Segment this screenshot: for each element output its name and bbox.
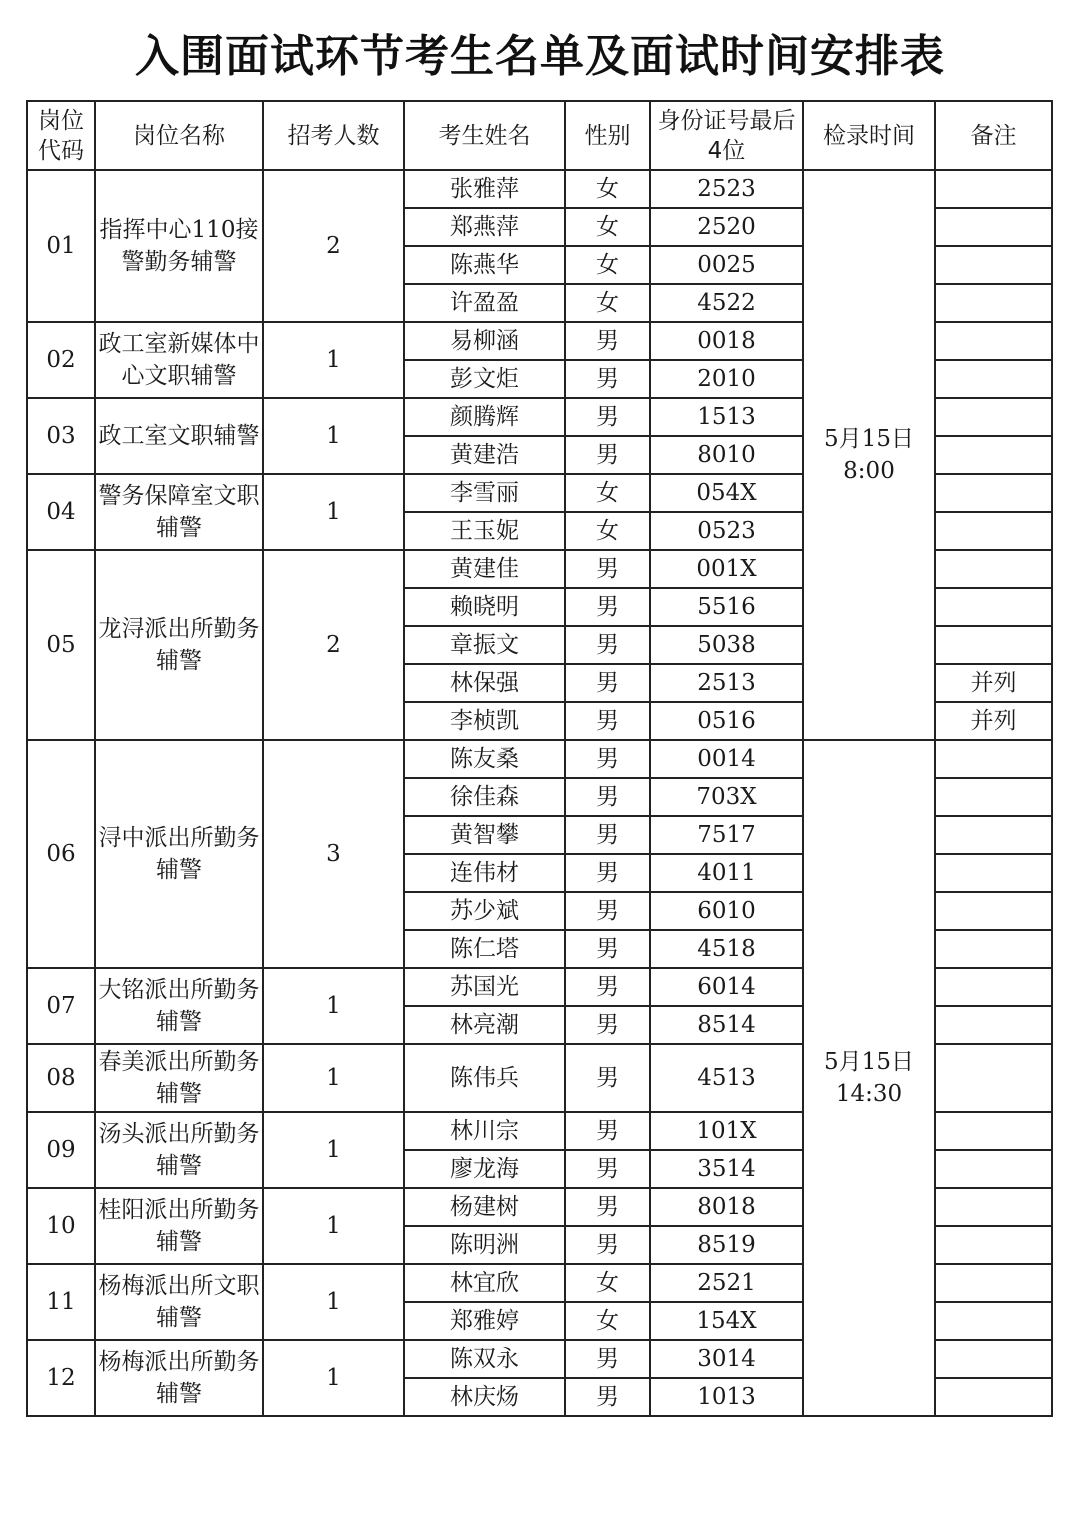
remark-cell xyxy=(935,550,1052,588)
remark-cell xyxy=(935,170,1052,208)
candidate-name-cell: 林庆炀 xyxy=(404,1378,565,1416)
gender-cell: 男 xyxy=(565,588,650,626)
candidate-name-cell: 颜腾辉 xyxy=(404,398,565,436)
position-name-cell: 浔中派出所勤务辅警 xyxy=(95,740,263,968)
candidate-name-cell: 陈燕华 xyxy=(404,246,565,284)
quota-cell: 1 xyxy=(263,398,404,474)
remark-cell xyxy=(935,284,1052,322)
candidate-name-cell: 郑雅婷 xyxy=(404,1302,565,1340)
position-code-cell: 01 xyxy=(27,170,95,322)
candidate-table xyxy=(26,100,1053,1417)
gender-cell: 男 xyxy=(565,626,650,664)
check-in-date: 5月15日 xyxy=(824,426,914,452)
id-last4-cell: 2010 xyxy=(650,360,803,398)
gender-cell: 女 xyxy=(565,170,650,208)
id-last4-cell: 4522 xyxy=(650,284,803,322)
gender-cell: 女 xyxy=(565,512,650,550)
check-in-time-cell xyxy=(803,740,935,1416)
gender-cell: 男 xyxy=(565,816,650,854)
gender-cell: 女 xyxy=(565,284,650,322)
position-code-cell: 02 xyxy=(27,322,95,398)
remark-cell xyxy=(935,474,1052,512)
gender-cell: 女 xyxy=(565,1264,650,1302)
id-last4-cell: 054X xyxy=(650,474,803,512)
candidate-name-cell: 彭文炬 xyxy=(404,360,565,398)
remark-cell xyxy=(935,360,1052,398)
gender-cell: 男 xyxy=(565,550,650,588)
position-code-cell: 07 xyxy=(27,968,95,1044)
gender-cell: 男 xyxy=(565,398,650,436)
position-name-cell: 龙浔派出所勤务辅警 xyxy=(95,550,263,740)
gender-cell: 男 xyxy=(565,892,650,930)
id-last4-cell: 4513 xyxy=(650,1044,803,1112)
gender-cell: 男 xyxy=(565,1006,650,1044)
position-name-cell: 政工室文职辅警 xyxy=(95,398,263,474)
position-code-cell: 06 xyxy=(27,740,95,968)
remark-cell xyxy=(935,968,1052,1006)
remark-cell xyxy=(935,1006,1052,1044)
position-name-cell: 警务保障室文职辅警 xyxy=(95,474,263,550)
gender-cell: 男 xyxy=(565,664,650,702)
header-id-last4: 身份证号最后4位 xyxy=(650,101,803,170)
remark-cell xyxy=(935,588,1052,626)
candidate-name-cell: 赖晓明 xyxy=(404,588,565,626)
id-last4-cell: 4518 xyxy=(650,930,803,968)
remark-cell xyxy=(935,398,1052,436)
table-row xyxy=(27,740,1052,778)
quota-cell: 2 xyxy=(263,170,404,322)
gender-cell: 男 xyxy=(565,1378,650,1416)
remark-cell xyxy=(935,892,1052,930)
id-last4-cell: 5038 xyxy=(650,626,803,664)
quota-cell: 1 xyxy=(263,1188,404,1264)
gender-cell: 男 xyxy=(565,1150,650,1188)
id-last4-cell: 8018 xyxy=(650,1188,803,1226)
id-last4-cell: 2523 xyxy=(650,170,803,208)
id-last4-cell: 8519 xyxy=(650,1226,803,1264)
gender-cell: 男 xyxy=(565,968,650,1006)
gender-cell: 男 xyxy=(565,1188,650,1226)
position-name-cell: 大铭派出所勤务辅警 xyxy=(95,968,263,1044)
position-code-cell: 11 xyxy=(27,1264,95,1340)
id-last4-cell: 6014 xyxy=(650,968,803,1006)
id-last4-cell: 0523 xyxy=(650,512,803,550)
header-quota: 招考人数 xyxy=(263,101,404,170)
id-last4-cell: 0014 xyxy=(650,740,803,778)
remark-cell: 并列 xyxy=(935,702,1052,740)
id-last4-cell: 3014 xyxy=(650,1340,803,1378)
id-last4-cell: 8514 xyxy=(650,1006,803,1044)
id-last4-cell: 8010 xyxy=(650,436,803,474)
gender-cell: 女 xyxy=(565,246,650,284)
candidate-name-cell: 王玉妮 xyxy=(404,512,565,550)
position-name-cell: 指挥中心110接警勤务辅警 xyxy=(95,170,263,322)
header-position-name: 岗位名称 xyxy=(95,101,263,170)
candidate-name-cell: 黄建浩 xyxy=(404,436,565,474)
header-remark: 备注 xyxy=(935,101,1052,170)
id-last4-cell: 0025 xyxy=(650,246,803,284)
quota-cell: 1 xyxy=(263,1340,404,1416)
gender-cell: 女 xyxy=(565,208,650,246)
candidate-name-cell: 陈双永 xyxy=(404,1340,565,1378)
check-in-hour: 8:00 xyxy=(843,458,895,484)
quota-cell: 3 xyxy=(263,740,404,968)
quota-cell: 1 xyxy=(263,1264,404,1340)
remark-cell xyxy=(935,778,1052,816)
page-title: 入围面试环节考生名单及面试时间安排表 xyxy=(135,31,945,82)
candidate-name-cell: 陈伟兵 xyxy=(404,1044,565,1112)
id-last4-cell: 4011 xyxy=(650,854,803,892)
gender-cell: 男 xyxy=(565,1226,650,1264)
candidate-name-cell: 陈仁塔 xyxy=(404,930,565,968)
remark-cell xyxy=(935,816,1052,854)
id-last4-cell: 1013 xyxy=(650,1378,803,1416)
quota-cell: 1 xyxy=(263,968,404,1044)
position-code-cell: 04 xyxy=(27,474,95,550)
candidate-name-cell: 林宜欣 xyxy=(404,1264,565,1302)
remark-cell xyxy=(935,246,1052,284)
candidate-name-cell: 易柳涵 xyxy=(404,322,565,360)
candidate-name-cell: 林亮潮 xyxy=(404,1006,565,1044)
remark-cell: 并列 xyxy=(935,664,1052,702)
id-last4-cell: 3514 xyxy=(650,1150,803,1188)
table-row xyxy=(27,170,1052,208)
candidate-name-cell: 李桢凯 xyxy=(404,702,565,740)
remark-cell xyxy=(935,1112,1052,1150)
check-in-date: 5月15日 xyxy=(824,1049,914,1075)
remark-cell xyxy=(935,1340,1052,1378)
id-last4-cell: 2520 xyxy=(650,208,803,246)
candidate-name-cell: 廖龙海 xyxy=(404,1150,565,1188)
check-in-hour: 14:30 xyxy=(835,1081,903,1107)
position-name-cell: 政工室新媒体中心文职辅警 xyxy=(95,322,263,398)
gender-cell: 女 xyxy=(565,1302,650,1340)
check-in-time-cell xyxy=(803,170,935,740)
id-last4-cell: 101X xyxy=(650,1112,803,1150)
gender-cell: 男 xyxy=(565,740,650,778)
position-name-cell: 杨梅派出所文职辅警 xyxy=(95,1264,263,1340)
header-row xyxy=(27,101,1052,170)
id-last4-cell: 001X xyxy=(650,550,803,588)
candidate-name-cell: 李雪丽 xyxy=(404,474,565,512)
remark-cell xyxy=(935,930,1052,968)
candidate-name-cell: 许盈盈 xyxy=(404,284,565,322)
id-last4-cell: 6010 xyxy=(650,892,803,930)
remark-cell xyxy=(935,208,1052,246)
candidate-name-cell: 杨建树 xyxy=(404,1188,565,1226)
header-candidate-name: 考生姓名 xyxy=(404,101,565,170)
candidate-name-cell: 苏少斌 xyxy=(404,892,565,930)
table-body xyxy=(27,170,1052,1416)
gender-cell: 男 xyxy=(565,1340,650,1378)
position-code-cell: 05 xyxy=(27,550,95,740)
candidate-name-cell: 徐佳森 xyxy=(404,778,565,816)
header-position-code: 岗位代码 xyxy=(27,101,95,170)
remark-cell xyxy=(935,512,1052,550)
id-last4-cell: 2513 xyxy=(650,664,803,702)
quota-cell: 1 xyxy=(263,1112,404,1188)
position-code-cell: 12 xyxy=(27,1340,95,1416)
gender-cell: 男 xyxy=(565,930,650,968)
position-name-cell: 桂阳派出所勤务辅警 xyxy=(95,1188,263,1264)
position-name-cell: 春美派出所勤务辅警 xyxy=(95,1044,263,1112)
quota-cell: 1 xyxy=(263,322,404,398)
id-last4-cell: 154X xyxy=(650,1302,803,1340)
candidate-name-cell: 章振文 xyxy=(404,626,565,664)
candidate-name-cell: 林保强 xyxy=(404,664,565,702)
gender-cell: 男 xyxy=(565,1044,650,1112)
remark-cell xyxy=(935,854,1052,892)
gender-cell: 男 xyxy=(565,1112,650,1150)
id-last4-cell: 7517 xyxy=(650,816,803,854)
position-name-cell: 杨梅派出所勤务辅警 xyxy=(95,1340,263,1416)
gender-cell: 男 xyxy=(565,360,650,398)
candidate-name-cell: 陈友桑 xyxy=(404,740,565,778)
remark-cell xyxy=(935,1226,1052,1264)
candidate-name-cell: 苏国光 xyxy=(404,968,565,1006)
position-code-cell: 03 xyxy=(27,398,95,474)
id-last4-cell: 5516 xyxy=(650,588,803,626)
id-last4-cell: 0018 xyxy=(650,322,803,360)
candidate-name-cell: 陈明洲 xyxy=(404,1226,565,1264)
remark-cell xyxy=(935,1302,1052,1340)
remark-cell xyxy=(935,1150,1052,1188)
candidate-name-cell: 黄智攀 xyxy=(404,816,565,854)
remark-cell xyxy=(935,1188,1052,1226)
remark-cell xyxy=(935,322,1052,360)
remark-cell xyxy=(935,1044,1052,1112)
gender-cell: 男 xyxy=(565,778,650,816)
remark-cell xyxy=(935,740,1052,778)
id-last4-cell: 0516 xyxy=(650,702,803,740)
remark-cell xyxy=(935,1378,1052,1416)
candidate-name-cell: 连伟材 xyxy=(404,854,565,892)
remark-cell xyxy=(935,626,1052,664)
candidate-name-cell: 林川宗 xyxy=(404,1112,565,1150)
header-check-in-time: 检录时间 xyxy=(803,101,935,170)
gender-cell: 女 xyxy=(565,474,650,512)
remark-cell xyxy=(935,1264,1052,1302)
position-code-cell: 08 xyxy=(27,1044,95,1112)
candidate-name-cell: 郑燕萍 xyxy=(404,208,565,246)
id-last4-cell: 1513 xyxy=(650,398,803,436)
gender-cell: 男 xyxy=(565,436,650,474)
remark-cell xyxy=(935,436,1052,474)
quota-cell: 2 xyxy=(263,550,404,740)
gender-cell: 男 xyxy=(565,322,650,360)
position-name-cell: 汤头派出所勤务辅警 xyxy=(95,1112,263,1188)
candidate-name-cell: 黄建佳 xyxy=(404,550,565,588)
quota-cell: 1 xyxy=(263,474,404,550)
position-code-cell: 10 xyxy=(27,1188,95,1264)
id-last4-cell: 2521 xyxy=(650,1264,803,1302)
candidate-name-cell: 张雅萍 xyxy=(404,170,565,208)
position-code-cell: 09 xyxy=(27,1112,95,1188)
gender-cell: 男 xyxy=(565,702,650,740)
id-last4-cell: 703X xyxy=(650,778,803,816)
gender-cell: 男 xyxy=(565,854,650,892)
header-gender: 性别 xyxy=(565,101,650,170)
quota-cell: 1 xyxy=(263,1044,404,1112)
